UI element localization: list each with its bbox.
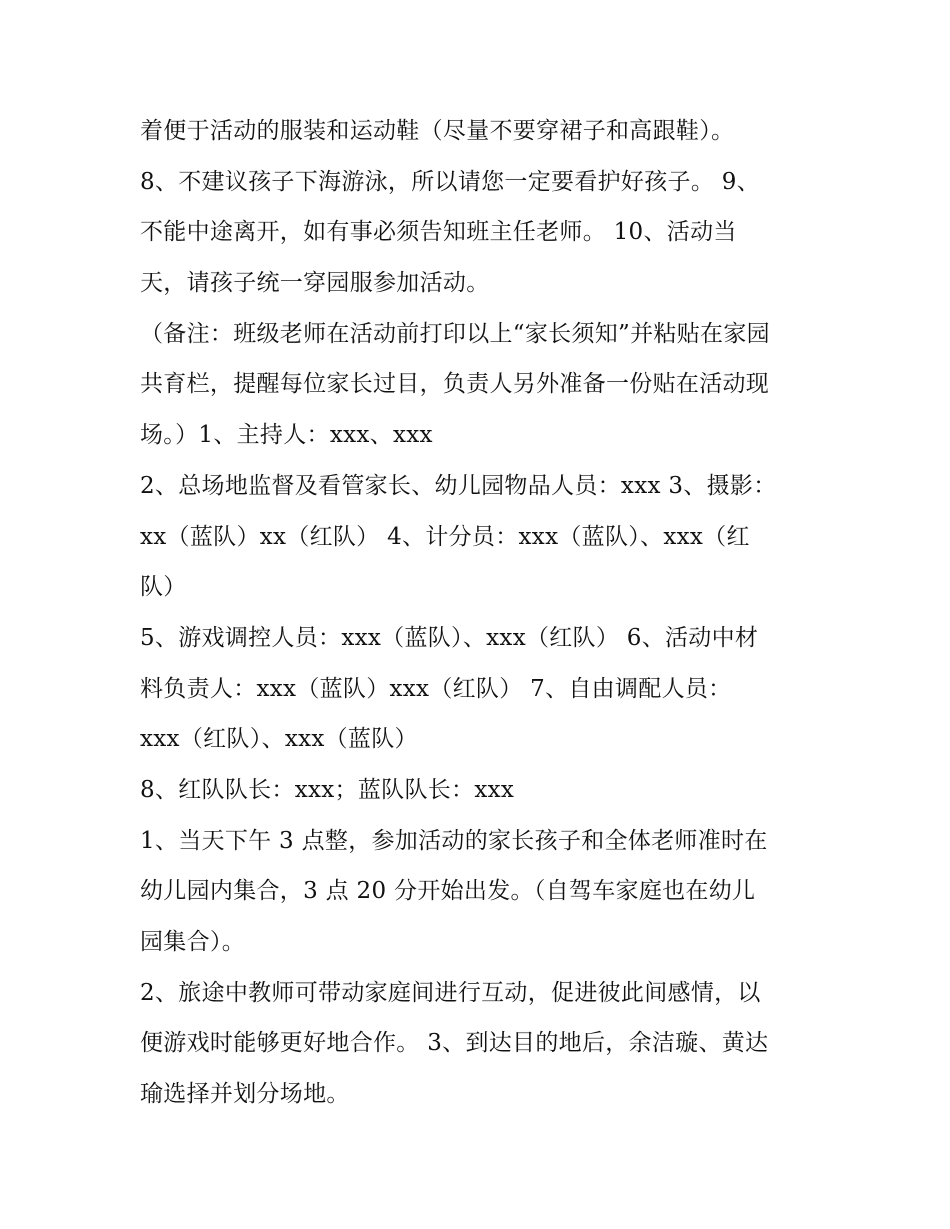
text-line: 队）: [140, 574, 187, 601]
text-line: xx（蓝队）xx（红队） 4、计分员：xxx（蓝队）、xxx（红: [140, 523, 750, 550]
text-line: 园集合）。: [140, 929, 245, 955]
text-line: 2、总场地监督及看管家长、幼儿园物品人员：xxx 3、摄影：: [140, 472, 777, 499]
text-line: 5、游戏调控人员：xxx（蓝队）、xxx（红队） 6、活动中材: [140, 624, 759, 651]
text-line: 着便于活动的服装和运动鞋（尽量不要穿裙子和高跟鞋）。: [140, 118, 735, 144]
text-line: 场。）1、主持人：xxx、xxx: [140, 422, 433, 449]
text-line: 8、不建议孩子下海游泳，所以请您一定要看护好孩子。 9、: [140, 168, 760, 195]
text-line: 天，请孩子统一穿园服参加活动。: [140, 270, 490, 297]
text-line: 幼儿园内集合，3 点 20 分开始出发。（自驾车家庭也在幼儿: [140, 878, 756, 905]
text-line: 1、当天下午 3 点整，参加活动的家长孩子和全体老师准时在: [140, 827, 768, 854]
text-line: 2、旅途中教师可带动家庭间进行互动，促进彼此间感情，以: [140, 979, 761, 1006]
document-body: [140, 106, 830, 1120]
text-line: 便游戏时能够更好地合作。 3、到达目的地后，余洁璇、黄达: [140, 1030, 769, 1057]
text-line: 8、红队队长：xxx；蓝队队长：xxx: [140, 776, 515, 803]
text-line: xxx（红队）、xxx（蓝队）: [140, 726, 418, 753]
text-line: 共育栏，提醒每位家长过目，负责人另外准备一份贴在活动现: [140, 371, 770, 398]
text-line: （备注：班级老师在活动前打印以上“家长须知”并粘贴在家园: [140, 320, 770, 347]
text-line: 瑜选择并划分场地。: [140, 1081, 350, 1108]
text-line: 不能中途离开，如有事必须告知班主任老师。 10、活动当: [140, 219, 737, 246]
text-line: 料负责人：xxx（蓝队）xxx（红队） 7、自由调配人员：: [140, 675, 732, 702]
